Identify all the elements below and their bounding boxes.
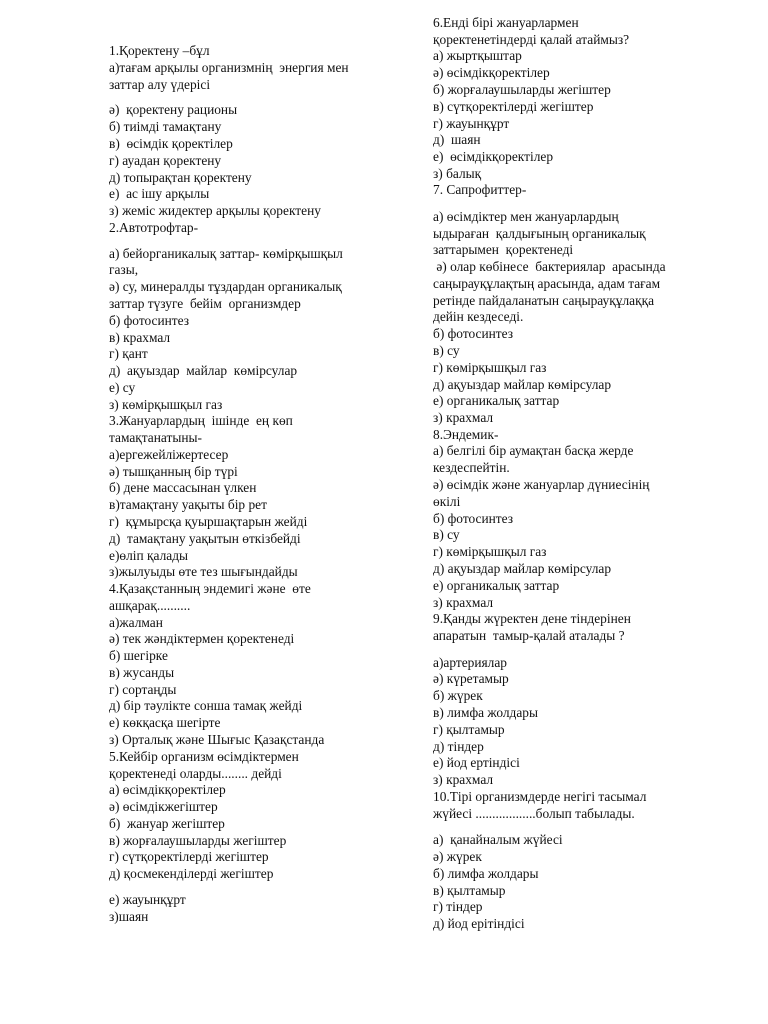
text-line: е) органикалық заттар bbox=[433, 393, 560, 408]
text-line: з) көмірқышқыл газ bbox=[109, 397, 223, 412]
text-line: ашқарақ.......... bbox=[109, 598, 191, 613]
text-line: д) бір тәулікте сонша тамақ жейді bbox=[109, 698, 303, 713]
text-line: д) йод ерітіндісі bbox=[433, 916, 525, 931]
text-line: в) су bbox=[433, 343, 460, 358]
text-line: а)жалман bbox=[109, 615, 163, 630]
text-line: а) бейорганикалық заттар- көмірқышқыл bbox=[109, 246, 343, 261]
text-line: в) өсімдік қоректілер bbox=[109, 136, 233, 151]
text-line: б) жүрек bbox=[433, 688, 483, 703]
text-line: 10.Тірі организмдерде негігі тасымал bbox=[433, 789, 647, 804]
text-line: в) су bbox=[433, 527, 460, 542]
text-line: б) жорғалаушыларды жегіштер bbox=[433, 82, 611, 97]
text-line: г) ауадан қоректену bbox=[109, 153, 222, 168]
text-line: газы, bbox=[109, 262, 139, 277]
text-line: з) Орталық және Шығыс Қазақстанда bbox=[109, 732, 325, 747]
text-line: б) лимфа жолдары bbox=[433, 866, 539, 881]
text-line: з) крахмал bbox=[433, 595, 494, 610]
text-line: е) көкқасқа шегірте bbox=[109, 715, 221, 730]
text-line: д) ақуыздар майлар көмірсулар bbox=[433, 377, 612, 392]
text-line: г) сортаңды bbox=[109, 682, 177, 697]
text-line: 5.Кейбір организм өсімдіктермен bbox=[109, 749, 299, 764]
text-line: өкілі bbox=[433, 494, 461, 509]
text-line: д) ақуыздар майлар көмірсулар bbox=[433, 561, 612, 576]
text-line: в) жусанды bbox=[109, 665, 175, 680]
text-line: ретінде пайдаланатын саңырауқұлаққа bbox=[433, 293, 655, 308]
text-line: ыдыраған қалдығының органикалық bbox=[433, 226, 646, 241]
text-line: б) фотосинтез bbox=[433, 326, 514, 341]
text-line: г) сүтқоректілерді жегіштер bbox=[109, 849, 269, 864]
text-line: 2.Автотрофтар- bbox=[109, 220, 199, 235]
text-line: д) топырақтан қоректену bbox=[109, 170, 252, 185]
text-line: 8.Эндемик- bbox=[433, 427, 499, 442]
text-line: д) ақуыздар майлар көмірсулар bbox=[109, 363, 298, 378]
text-line: ә) тек жәндіктермен қоректенеді bbox=[109, 631, 295, 646]
text-line: б) шегірке bbox=[109, 648, 168, 663]
text-line: в) қылтамыр bbox=[433, 883, 506, 898]
text-line: а) өсімдікқоректілер bbox=[109, 782, 226, 797]
text-line: в) крахмал bbox=[109, 330, 171, 345]
text-line: қоректенеді оларды........ дейді bbox=[109, 766, 282, 781]
text-line: 1.Қоректену –бұл bbox=[109, 43, 210, 58]
text-line: а)тағам арқылы организмнің энергия мен bbox=[109, 60, 349, 75]
text-line: в)тамақтану уақыты бір рет bbox=[109, 497, 267, 512]
text-line: жүйесі ..................болып табылады. bbox=[433, 806, 635, 821]
text-line: саңырауқұлақтың арасында, адам тағам bbox=[433, 276, 661, 291]
text-line: е) органикалық заттар bbox=[433, 578, 560, 593]
text-line: ә) су, минералды тұздардан органикалық bbox=[109, 279, 342, 294]
text-line: б) тиімді тамақтану bbox=[109, 119, 222, 134]
text-line: ә) күретамыр bbox=[433, 671, 509, 686]
text-line: з)жылуыды өте тез шығындайды bbox=[109, 564, 298, 579]
text-line: заттар алу үдерісі bbox=[109, 77, 211, 92]
text-line: д) шаян bbox=[433, 132, 481, 147]
text-line: з) жеміс жидектер арқылы қоректену bbox=[109, 203, 321, 218]
text-line: апаратын тамыр-қалай аталады ? bbox=[433, 628, 625, 643]
text-line: ә) өсімдікжегіштер bbox=[109, 799, 218, 814]
text-line: е) йод ертіндісі bbox=[433, 755, 520, 770]
text-line: а) қанайналым жүйесі bbox=[433, 832, 563, 847]
text-line: ә) тышқанның бір түрі bbox=[109, 464, 238, 479]
text-line: 3.Жануарлардың ішінде ең көп bbox=[109, 413, 293, 428]
text-line: в) сүтқоректілерді жегіштер bbox=[433, 99, 594, 114]
text-line: ә) өсімдік және жануарлар дүниесінің bbox=[433, 477, 650, 492]
text-line: заттарымен қоректенеді bbox=[433, 242, 574, 257]
text-line: з) крахмал bbox=[433, 772, 494, 787]
text-line: а)ергежейліжертесер bbox=[109, 447, 229, 462]
text-line: 6.Енді бірі жануарлармен bbox=[433, 15, 579, 30]
text-line: 7. Сапрофиттер- bbox=[433, 182, 527, 197]
text-line: а) өсімдіктер мен жануарлардың bbox=[433, 209, 619, 224]
text-line: а) белгілі бір аумақтан басқа жерде bbox=[433, 443, 634, 458]
text-line: б) дене массасынан үлкен bbox=[109, 480, 257, 495]
text-line: в) лимфа жолдары bbox=[433, 705, 538, 720]
text-line: г) тіндер bbox=[433, 899, 483, 914]
text-line: тамақтанатыны- bbox=[109, 430, 202, 445]
text-line: г) көмірқышқыл газ bbox=[433, 360, 547, 375]
text-line: г) қылтамыр bbox=[433, 722, 505, 737]
text-line: д) қосмекенділерді жегіштер bbox=[109, 866, 274, 881]
text-line: е) өсімдікқоректілер bbox=[433, 149, 554, 164]
text-line: а)артериялар bbox=[433, 655, 508, 670]
text-line: кездеспейтін. bbox=[433, 460, 510, 475]
text-line: заттар түзуге бейім организмдер bbox=[109, 296, 301, 311]
text-line: б) фотосинтез bbox=[109, 313, 190, 328]
text-line: г) қант bbox=[109, 346, 148, 361]
text-line: з) крахмал bbox=[433, 410, 494, 425]
text-line: е) ас ішу арқылы bbox=[109, 186, 210, 201]
text-line: 4.Қазақстанның эндемигі және өте bbox=[109, 581, 311, 596]
text-line: г) көмірқышқыл газ bbox=[433, 544, 547, 559]
text-line: ә) қоректену рационы bbox=[109, 102, 238, 117]
text-line: ә) олар көбінесе бактериялар арасында bbox=[433, 259, 666, 274]
text-line: е) жауынқұрт bbox=[109, 892, 186, 907]
text-line: з) балық bbox=[433, 166, 482, 181]
text-line: ә) өсімдікқоректілер bbox=[433, 65, 550, 80]
text-line: б) фотосинтез bbox=[433, 511, 514, 526]
text-line: з)шаян bbox=[109, 909, 149, 924]
text-line: в) жорғалаушыларды жегіштер bbox=[109, 833, 287, 848]
text-line: ә) жүрек bbox=[433, 849, 482, 864]
text-line: дейін кездеседі. bbox=[433, 309, 524, 324]
text-line: д) тіндер bbox=[433, 739, 484, 754]
text-line: е) су bbox=[109, 380, 136, 395]
text-line: д) тамақтану уақытын өткізбейді bbox=[109, 531, 301, 546]
text-line: г) жауынқұрт bbox=[433, 116, 510, 131]
text-line: е)өліп қалады bbox=[109, 548, 189, 563]
text-line: г) құмырсқа қуыршақтарын жейді bbox=[109, 514, 308, 529]
text-line: б) жануар жегіштер bbox=[109, 816, 225, 831]
text-line: қоректенетіндерді қалай атаймыз? bbox=[433, 32, 630, 47]
text-line: 9.Қанды жүректен дене тіндерінен bbox=[433, 611, 631, 626]
text-line: а) жыртқыштар bbox=[433, 48, 522, 63]
